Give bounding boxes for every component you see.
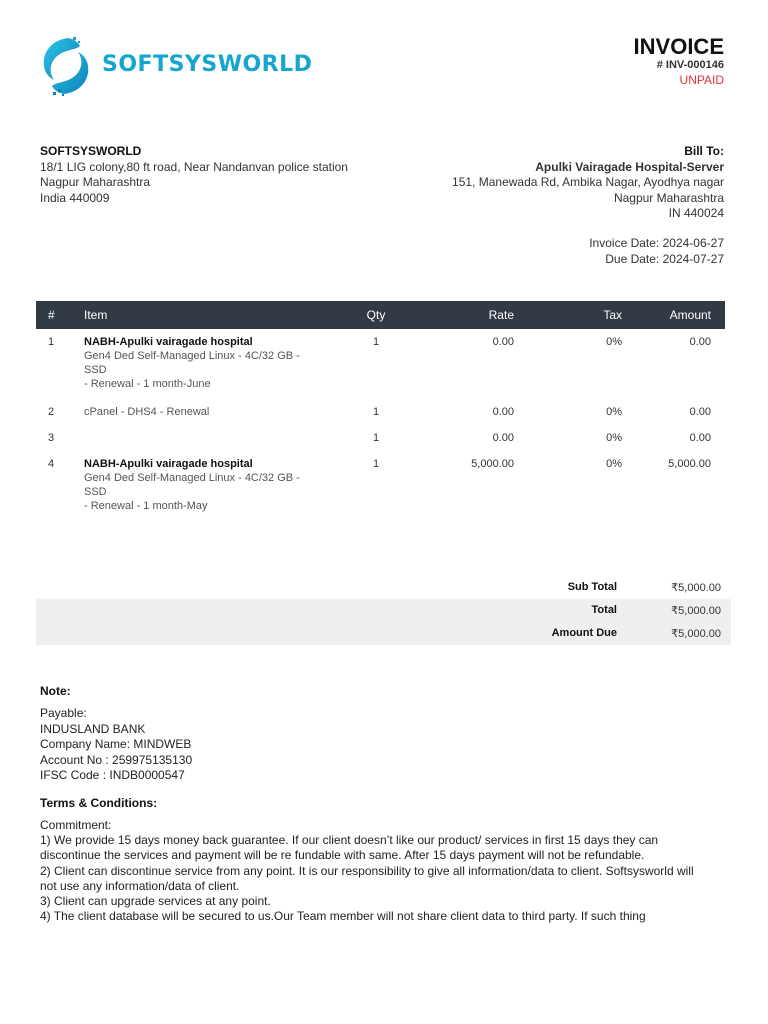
seller-address-line: 18/1 LIG colony,80 ft road, Near Nandanvan police station	[40, 159, 348, 174]
subtotal-row	[36, 576, 731, 599]
column-header-amount: Amount	[632, 301, 725, 329]
table-row	[36, 425, 725, 451]
column-header-tax: Tax	[520, 301, 632, 329]
client-address-line: Nagpur Maharashtra	[613, 190, 724, 205]
column-header-rate: Rate	[412, 301, 520, 329]
invoice-title: INVOICE	[633, 34, 724, 59]
terms-line: 1) We provide 15 days money back guarantee. If our client doesn’t like our product/ services in first 15 days they can	[40, 833, 659, 848]
invoice-date-value: 2024-06-27	[662, 236, 724, 250]
due-date-row	[589, 252, 724, 268]
table-row	[36, 451, 725, 521]
amount-cell: 0.00	[689, 406, 711, 418]
row-number: 1	[48, 336, 55, 348]
tax-cell: 0%	[606, 458, 622, 470]
logo-mark-icon	[38, 34, 94, 98]
item-cell	[78, 329, 340, 399]
logo-wordmark: SOFTSYSWORLD	[102, 52, 313, 77]
qty-cell: 1	[372, 406, 380, 418]
line-items-table	[36, 301, 725, 521]
invoice-date-row	[589, 236, 724, 252]
rate-cell: 0.00	[492, 406, 514, 418]
tax-cell: 0%	[606, 432, 622, 444]
amount-due-row	[36, 622, 731, 645]
invoice-status-badge: UNPAID	[679, 73, 724, 87]
total-row	[36, 599, 731, 622]
due-date-label: Due Date:	[605, 251, 660, 266]
note-line: Account No : 259975135130	[40, 752, 193, 767]
seller-address-block	[40, 144, 348, 206]
terms-line: not use any information/data of client.	[40, 878, 240, 893]
item-description: - Renewal - 1 month-May	[84, 500, 208, 512]
note-line: Company Name: MINDWEB	[40, 737, 192, 751]
terms-line: 3) Client can upgrade services at any point.	[40, 894, 271, 909]
item-cell	[78, 399, 340, 425]
note-body	[40, 706, 192, 784]
company-logo	[38, 34, 313, 98]
qty-cell: 1	[372, 432, 380, 444]
terms-line: Commitment:	[40, 818, 112, 832]
tax-cell: 0%	[606, 406, 622, 418]
qty-cell: 1	[372, 336, 380, 348]
amount-cell: 5,000.00	[668, 458, 711, 470]
client-address-line: IN 440024	[668, 206, 724, 220]
amount-cell: 0.00	[689, 432, 711, 444]
item-description: Gen4 Ded Self-Managed Linux - 4C/32 GB -	[84, 350, 300, 362]
invoice-number: # INV-000146	[656, 59, 724, 71]
client-name: Apulki Vairagade Hospital-Server	[535, 159, 724, 174]
rate-cell: 0.00	[492, 336, 514, 348]
item-cell	[78, 425, 340, 451]
note-heading: Note:	[40, 684, 71, 698]
column-header-item: Item	[78, 301, 340, 329]
item-description: SSD	[84, 486, 107, 498]
totals-block	[36, 576, 731, 645]
client-address-line: 151, Manewada Rd, Ambika Nagar, Ayodhya nagar	[452, 175, 724, 189]
item-description: - Renewal - 1 month-June	[84, 378, 211, 390]
tax-cell: 0%	[606, 336, 622, 348]
amount-due-label: Amount Due	[551, 627, 617, 639]
note-line: IFSC Code : INDB0000547	[40, 768, 185, 782]
item-description: cPanel - DHS4 - Renewal	[84, 406, 210, 418]
item-description: Gen4 Ded Self-Managed Linux - 4C/32 GB -	[84, 472, 300, 484]
total-label: Total	[591, 604, 617, 616]
qty-cell: 1	[372, 458, 380, 470]
item-cell	[78, 451, 340, 521]
terms-body	[40, 818, 730, 924]
seller-address-line: India 440009	[40, 190, 110, 205]
due-date-value: 2024-07-27	[662, 251, 724, 266]
seller-name: SOFTSYSWORLD	[40, 144, 142, 158]
bill-to-label: Bill To:	[684, 144, 724, 158]
item-description: SSD	[84, 364, 107, 376]
total-value: ₹5,000.00	[671, 605, 721, 617]
rate-cell: 0.00	[492, 432, 514, 444]
invoice-date-label: Invoice Date:	[589, 236, 660, 250]
terms-line: 4) The client database will be secured to us.Our Team member will not share client data to third party. If such thing	[40, 909, 646, 924]
rate-cell: 5,000.00	[471, 458, 514, 470]
row-number: 4	[48, 458, 55, 470]
table-row	[36, 329, 725, 399]
subtotal-label: Sub Total	[567, 581, 617, 593]
note-line: INDUSLAND BANK	[40, 721, 146, 736]
column-header-number: #	[36, 301, 78, 329]
row-number: 3	[48, 432, 55, 444]
item-title: NABH-Apulki vairagade hospital	[84, 336, 253, 348]
table-row	[36, 399, 725, 425]
invoice-dates	[589, 236, 724, 267]
terms-line: 2) Client can discontinue service from any point. It is our responsibility to give all information/data to client. Softsysworld will	[40, 863, 694, 878]
seller-address-line: Nagpur Maharashtra	[40, 175, 151, 189]
subtotal-value: ₹5,000.00	[671, 582, 721, 594]
table-header-row	[36, 301, 725, 329]
terms-line: discontinue the services and payment will be re fundable with same. After 15 days payment will not be refundable.	[40, 848, 645, 863]
column-header-qty: Qty	[340, 301, 412, 329]
note-line: Payable:	[40, 706, 87, 720]
amount-cell: 0.00	[689, 336, 711, 348]
bill-to-block	[452, 144, 724, 222]
item-title: NABH-Apulki vairagade hospital	[84, 458, 253, 470]
amount-due-value: ₹5,000.00	[671, 628, 721, 640]
row-number: 2	[48, 406, 55, 418]
terms-heading: Terms & Conditions:	[40, 796, 158, 810]
